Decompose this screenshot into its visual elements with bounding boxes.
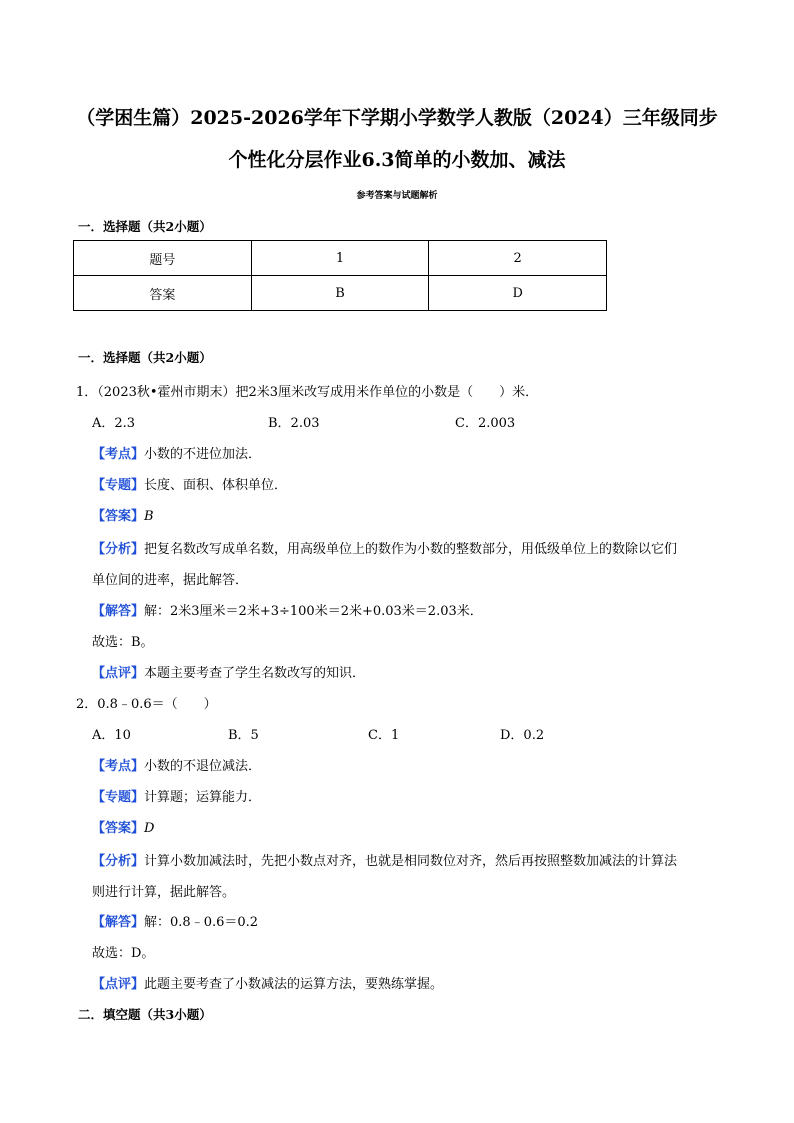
fenxi-tag: 【分析】: [92, 854, 145, 869]
fenxi-tag: 【分析】: [92, 542, 145, 557]
table-row: [74, 276, 607, 311]
q1-fenxi: [92, 538, 677, 557]
daan-text: D: [144, 821, 155, 836]
page-subtitle: 参考答案与试题解析: [356, 191, 438, 201]
section-heading-choice: 一．选择题（共2小题）: [78, 219, 212, 234]
zhuanti-tag: 【专题】: [92, 790, 145, 805]
q1-guxuan: 故选：B。: [92, 635, 154, 650]
daan-tag: 【答案】: [92, 509, 145, 524]
dianping-text: 本题主要考查了学生名数改写的知识．: [144, 666, 366, 681]
section-heading-fill: 二．填空题（共3小题）: [78, 1007, 212, 1022]
table-row: [74, 241, 607, 276]
jieda-tag: 【解答】: [92, 915, 145, 930]
daan-tag: 【答案】: [92, 821, 145, 836]
kaodian-tag: 【考点】: [92, 759, 145, 774]
q2-option-b: B．5: [228, 728, 259, 743]
q1-fenxi-cont: 单位间的进率，据此解答．: [92, 573, 249, 588]
zhuanti-text: 长度、面积、体积单位．: [144, 478, 288, 493]
q1-dianping: [92, 662, 365, 681]
kaodian-text: 小数的不退位减法．: [144, 759, 262, 774]
table-cell: 题号: [74, 241, 252, 276]
q2-fenxi: [92, 850, 677, 869]
jieda-text: 解：0.8﹣0.6＝0.2: [144, 915, 259, 930]
q2-option-c: C．1: [368, 728, 400, 743]
jieda-tag: 【解答】: [92, 604, 145, 619]
q2-guxuan: 故选：D。: [92, 946, 155, 961]
q1-option-a: A．2.3: [92, 416, 136, 431]
daan-text: B: [144, 509, 154, 524]
zhuanti-text: 计算题；运算能力．: [144, 790, 262, 805]
zhuanti-tag: 【专题】: [92, 478, 145, 493]
q1-jieda: [92, 600, 483, 619]
q2-daan: [92, 817, 154, 836]
fenxi-text: 计算小数加减法时，先把小数点对齐，也就是相同数位对齐，然后再按照整数加减法的计算法: [144, 854, 678, 869]
q1-daan: [92, 505, 154, 524]
table-cell: 1: [251, 241, 429, 276]
q2-dianping: [92, 973, 443, 992]
dianping-tag: 【点评】: [92, 666, 145, 681]
q1-option-c: C．2.003: [455, 416, 516, 431]
jieda-text: 解：2米3厘米＝2米+3÷100米＝2米+0.03米＝2.03米．: [144, 604, 483, 619]
table-cell: 2: [429, 241, 607, 276]
q2-fenxi-cont: 则进行计算，据此解答。: [92, 885, 236, 900]
question-2-stem: 2．0.8﹣0.6＝（ ）: [76, 697, 217, 712]
table-cell: B: [251, 276, 429, 311]
kaodian-text: 小数的不进位加法．: [144, 447, 262, 462]
table-cell: D: [429, 276, 607, 311]
kaodian-tag: 【考点】: [92, 447, 145, 462]
table-cell: 答案: [74, 276, 252, 311]
section-heading-choice-repeat: 一．选择题（共2小题）: [78, 350, 212, 365]
dianping-tag: 【点评】: [92, 977, 145, 992]
q2-option-d: D．0.2: [500, 728, 545, 743]
q2-option-a: A．10: [92, 728, 131, 743]
question-1-stem: 1．（2023秋•霍州市期末）把2米3厘米改写成用米作单位的小数是（ ）米．: [76, 385, 539, 400]
page-title-line2: 个性化分层作业6.3简单的小数加、减法: [228, 149, 566, 171]
answer-table: [73, 240, 607, 311]
q2-jieda: [92, 911, 258, 930]
q1-zhuanti: [92, 474, 287, 493]
q2-zhuanti: [92, 786, 261, 805]
q1-option-b: B．2.03: [268, 416, 320, 431]
q2-kaodian: [92, 755, 261, 774]
fenxi-text: 把复名数改写成单名数，用高级单位上的数作为小数的整数部分，用低级单位上的数除以它们: [144, 542, 678, 557]
q1-kaodian: [92, 443, 261, 462]
dianping-text: 此题主要考查了小数减法的运算方法，要熟练掌握。: [144, 977, 444, 992]
page-title-line1: （学困生篇）2025-2026学年下学期小学数学人教版（2024）三年级同步: [76, 107, 718, 129]
